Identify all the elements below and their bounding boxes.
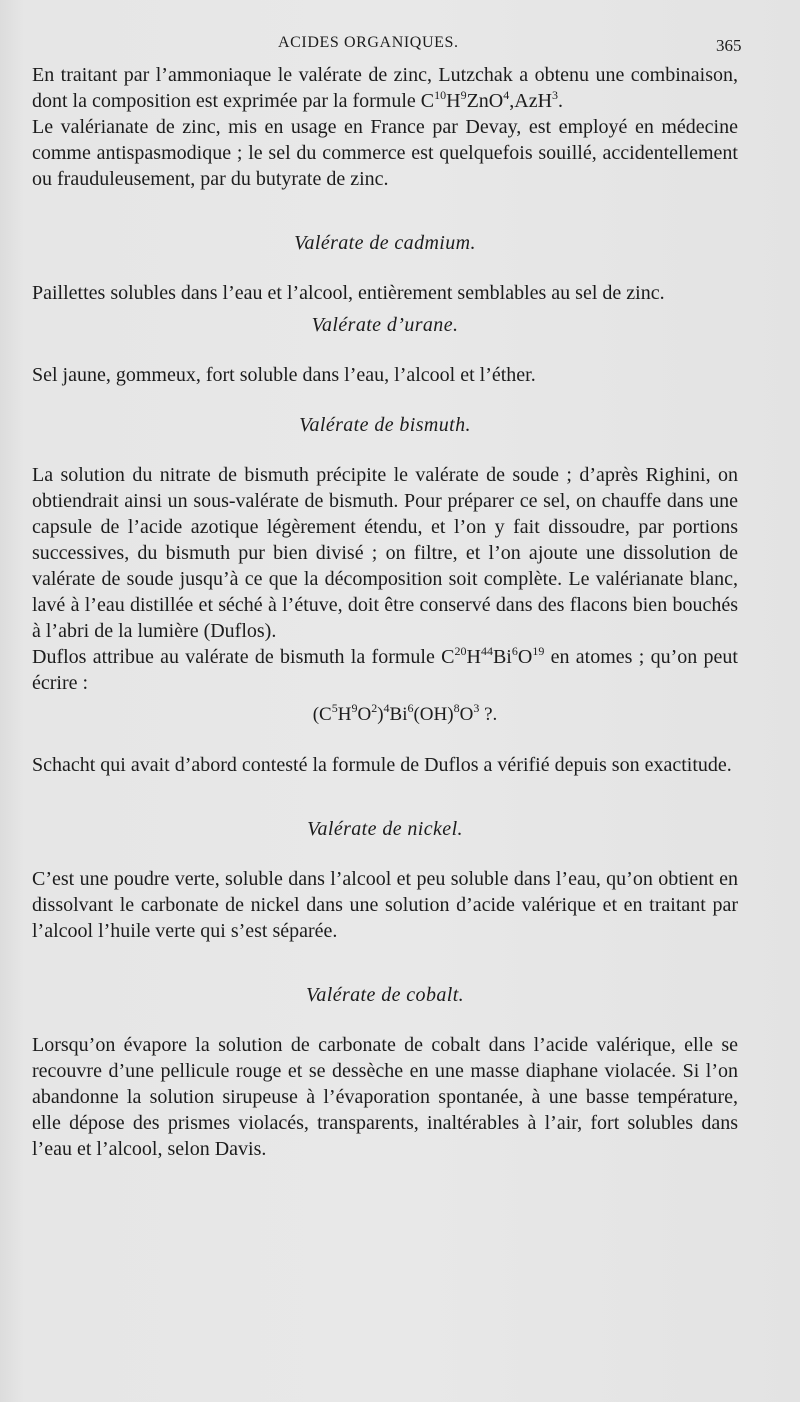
page-content: [32, 62, 738, 1162]
paragraph-bismuth: La solution du nitrate de bismuth précipite le valérate de soude ; d’après Righini, on obtiendrait ainsi un sous-valérate de bismuth. Pour préparer ce sel, on chauffe dans une capsule de l’acide azotique légèrement étendu, et l’on y fait dissoudre, par portions successives, du bismuth pur bien divisé ; on filtre, et l’on ajoute une dissolution de valérate de soude jusqu’à ce que la décomposition soit complète. Le valérianate blanc, lavé à l’eau distillée et séché à l’étuve, doit être conservé dans des flacons bien bouchés à l’abri de la lumière (Duflos).: [32, 464, 738, 642]
page-number: 365: [716, 36, 742, 55]
running-title: ACIDES ORGANIQUES.: [278, 34, 459, 51]
paragraph-nickel: C’est une poudre verte, soluble dans l’alcool et peu soluble dans l’eau, qu’on obtient en dissolvant le carbonate de nickel dans une solution d’acide valérique et en traitant par l’alcool l’huile verte qui s’est séparée.: [32, 868, 738, 942]
paragraph-cadmium: Paillettes solubles dans l’eau et l’alcool, entièrement semblables au sel de zinc.: [32, 282, 665, 304]
heading-urane: Valérate d’urane.: [311, 314, 459, 336]
heading-bismuth: Valérate de bismuth.: [299, 414, 471, 436]
running-header: [0, 34, 800, 58]
heading-cadmium: Valérate de cadmium.: [294, 232, 476, 254]
formula-bismuth-valerate: $(C^5H^9O^2)^4Bi^6(OH)^8O^3$ ?.: [312, 701, 498, 725]
paragraph-cobalt: Lorsqu’on évapore la solution de carbonate de cobalt dans l’acide valérique, elle se recouvre d’une pellicule rouge et se dessèche en une masse diaphane violacée. Si l’on abandonne la solution sirupeuse à l’évaporation spontanée, à une basse température, elle dépose des prismes violacés, transparents, inaltérables à l’air, fort solubles dans l’eau et l’alcool, selon Davis.: [32, 1034, 738, 1160]
paragraph-schacht: Schacht qui avait d’abord contesté la formule de Duflos a vérifié depuis son exactitude.: [32, 754, 732, 776]
heading-cobalt: Valérate de cobalt.: [305, 984, 465, 1006]
paragraph-zinc-ammonia: En traitant par l’ammoniaque le valérate de zinc, Lutzchak a obtenu une combinaison, dont la composition est exprimée par la formule $C^{10}H^9ZnO^4,AzH^3$.: [32, 64, 738, 112]
paragraph-urane: Sel jaune, gommeux, fort soluble dans l’eau, l’alcool et l’éther.: [32, 364, 536, 386]
heading-nickel: Valérate de nickel.: [307, 818, 463, 840]
paragraph-zinc-medicine: Le valérianate de zinc, mis en usage en France par Devay, est employé en médecine comme antispasmodique ; le sel du commerce est quelquefois souillé, accidentellement ou frauduleusement, par du butyrate de zinc.: [32, 116, 738, 190]
paragraph-duflos: Duflos attribue au valérate de bismuth la formule $C^{20}H^{44}Bi^6O^{19}$ en atomes ; qu’on peut écrire :: [32, 644, 738, 694]
